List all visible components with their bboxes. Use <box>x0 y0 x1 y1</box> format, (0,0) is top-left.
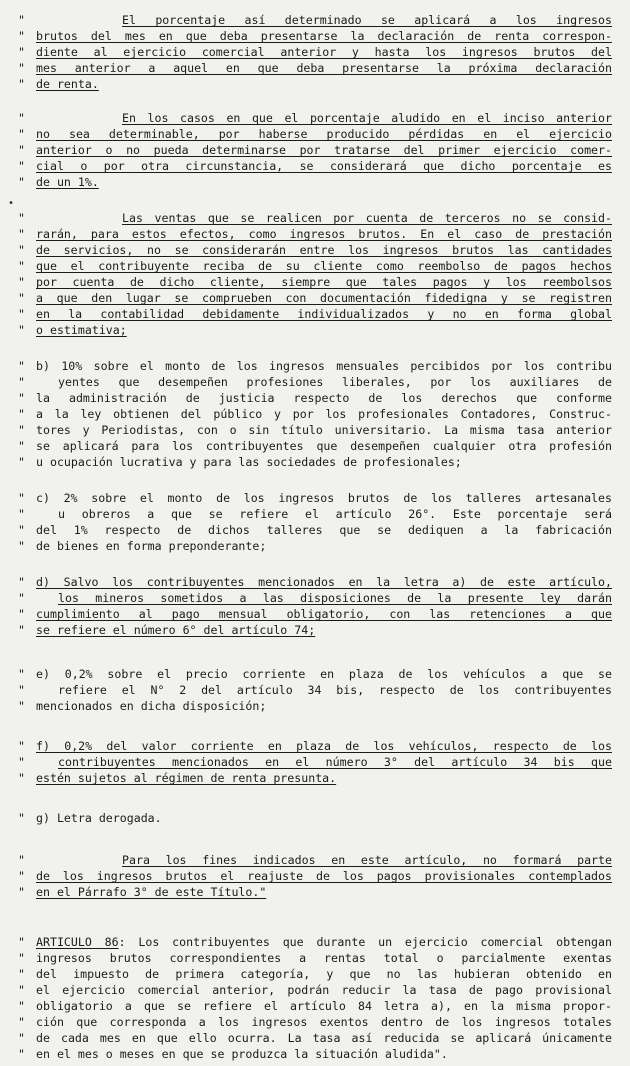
line-text: que el contribuyente reciba de su cliente como reembolso de pagos hechos <box>36 259 612 273</box>
quote-mark: " <box>18 259 25 273</box>
line-text: e) 0,2% sobre el precio corriente en plaza de los vehículos a que se <box>36 667 612 681</box>
line-text: f) 0,2% del valor corriente en plaza de los vehículos, respecto de los <box>36 739 612 753</box>
paragraph-p6 <box>0 574 630 638</box>
paragraph-p3 <box>0 210 630 338</box>
quote-mark: " <box>18 667 25 681</box>
line-text: contribuyentes mencionados en el número 3° del artículo 34 bis que <box>58 755 612 769</box>
quote-mark: " <box>18 227 25 241</box>
quote-mark: " <box>18 307 25 321</box>
line-text: tores y Periodistas, con o sin título universitario. La misma tasa anterior <box>36 423 612 437</box>
quote-mark: " <box>18 175 25 189</box>
text-line <box>0 934 630 950</box>
text-line <box>0 242 630 258</box>
line-text: u obreros a que se refiere el artículo 26°. Este porcentaje será <box>58 507 612 521</box>
quote-mark: " <box>18 683 25 697</box>
line-text: yentes que desempeñen profesiones liberales, por los auxiliares de <box>58 375 612 389</box>
quote-mark: " <box>18 61 25 75</box>
line-text: del 1% respecto de dichos talleres que se dediquen a la fabricación <box>36 523 612 537</box>
text-line <box>0 454 630 470</box>
text-line <box>0 868 630 884</box>
line-text: b) 10% sobre el monto de los ingresos mensuales percibidos por los contribu <box>36 359 612 373</box>
text-line <box>0 754 630 770</box>
paragraph-p5 <box>0 490 630 554</box>
quote-mark: " <box>18 1015 25 1029</box>
quote-mark: " <box>18 885 25 899</box>
text-line <box>0 60 630 76</box>
line-text: en la contabilidad debidamente individualizados y no en forma global <box>36 307 612 321</box>
text-line <box>0 28 630 44</box>
text-line <box>0 810 630 826</box>
text-line <box>0 998 630 1014</box>
text-line <box>0 274 630 290</box>
line-text: de bienes en forma preponderante; <box>36 539 267 553</box>
line-text: de cada mes en que ello ocurra. La tasa así reducida se aplicará únicamente <box>36 1031 612 1045</box>
text-line <box>0 698 630 714</box>
quote-mark: " <box>18 127 25 141</box>
line-text: diente al ejercicio comercial anterior y hasta los ingresos brutos del <box>36 45 612 59</box>
text-line <box>0 12 630 28</box>
line-text: los mineros sometidos a las disposiciones de la presente ley darán <box>58 591 612 605</box>
quote-mark: " <box>18 699 25 713</box>
text-line <box>0 110 630 126</box>
line-text: En los casos en que el porcentaje aludido en el inciso anterior <box>122 111 612 125</box>
quote-mark: " <box>18 811 25 825</box>
margin-dot: • <box>8 198 15 209</box>
text-line <box>0 538 630 554</box>
line-text: El porcentaje así determinado se aplicará a los ingresos <box>122 13 612 27</box>
text-line <box>0 1030 630 1046</box>
text-line <box>0 374 630 390</box>
line-text: obligatorio a que se refiere el artículo 84 letra a), en la misma propor- <box>36 999 612 1013</box>
text-line <box>0 390 630 406</box>
line-text: ingresos brutos correspondientes a rentas total o parcialmente exentas <box>36 951 612 965</box>
text-line <box>0 622 630 638</box>
quote-mark: " <box>18 13 25 27</box>
quote-mark: " <box>18 455 25 469</box>
text-line <box>0 406 630 422</box>
text-line <box>0 438 630 454</box>
line-text: mencionados en dicha disposición; <box>36 699 267 713</box>
quote-mark: " <box>18 323 25 337</box>
line-text: en el mes o meses en que se produzca la situación aludida". <box>36 1047 448 1061</box>
quote-mark: " <box>18 211 25 225</box>
line-text: a que den lugar se comprueben con documentación fidedigna y se registren <box>36 291 612 305</box>
line-text: del impuesto de primera categoría, y que no las hubieran obtenido en <box>36 967 612 981</box>
line-text <box>36 934 612 950</box>
line-text: no sea determinable, por haberse producido pérdidas en el ejercicio <box>36 127 612 141</box>
line-text: se refiere el número 6° del artículo 74; <box>36 623 316 637</box>
quote-mark: " <box>18 375 25 389</box>
quote-mark: " <box>18 1047 25 1061</box>
line-text: c) 2% sobre el monto de los ingresos brutos de los talleres artesanales <box>36 491 612 505</box>
text-line <box>0 606 630 622</box>
quote-mark: " <box>18 607 25 621</box>
quote-mark: " <box>18 951 25 965</box>
quote-mark: " <box>18 771 25 785</box>
quote-mark: " <box>18 77 25 91</box>
text-line <box>0 44 630 60</box>
text-line <box>0 682 630 698</box>
text-line <box>0 174 630 190</box>
line-text: anterior o no pueda determinarse por tratarse del primer ejercicio comer- <box>36 143 612 157</box>
paragraph-p2 <box>0 110 630 190</box>
text-line <box>0 158 630 174</box>
text-line <box>0 210 630 226</box>
text-line <box>0 574 630 590</box>
line-text: se aplicará para los contribuyentes que desempeñen cualquier otra profesión <box>36 439 612 453</box>
quote-mark: " <box>18 739 25 753</box>
line-text: Para los fines indicados en este artículo, no formará parte <box>122 853 612 867</box>
line-text: estén sujetos al régimen de renta presunta. <box>36 771 337 785</box>
article-text: : Los contribuyentes que durante un ejercicio comercial obtengan <box>118 935 612 949</box>
line-text: refiere el N° 2 del artículo 34 bis, respecto de los contribuyentes <box>58 683 612 697</box>
paragraph-p4 <box>0 358 630 470</box>
text-line <box>0 126 630 142</box>
text-line <box>0 982 630 998</box>
line-text: o estimativa; <box>36 323 127 337</box>
quote-mark: " <box>18 391 25 405</box>
quote-mark: " <box>18 111 25 125</box>
quote-mark: " <box>18 45 25 59</box>
quote-mark: " <box>18 407 25 421</box>
text-line <box>0 358 630 374</box>
text-line <box>0 1014 630 1030</box>
line-text: de un 1%. <box>36 175 99 189</box>
quote-mark: " <box>18 291 25 305</box>
quote-mark: " <box>18 967 25 981</box>
text-line <box>0 142 630 158</box>
quote-mark: " <box>18 755 25 769</box>
text-line <box>0 290 630 306</box>
text-line <box>0 950 630 966</box>
quote-mark: " <box>18 359 25 373</box>
text-line <box>0 490 630 506</box>
quote-mark: " <box>18 853 25 867</box>
text-line <box>0 770 630 786</box>
line-text: en el Párrafo 3° de este Título." <box>36 885 267 899</box>
line-text: a la ley obtienen del público y por los profesionales Contadores, Construc- <box>36 407 612 421</box>
line-text: de servicios, no se considerarán entre los ingresos brutos las cantidades <box>36 243 612 257</box>
line-text: u ocupación lucrativa y para las sociedades de profesionales; <box>36 455 462 469</box>
quote-mark: " <box>18 491 25 505</box>
text-line <box>0 738 630 754</box>
text-line <box>0 852 630 868</box>
text-line <box>0 522 630 538</box>
paragraph-p9 <box>0 810 630 826</box>
quote-mark: " <box>18 423 25 437</box>
line-text: de los ingresos brutos el reajuste de los pagos provisionales contemplados <box>36 869 612 883</box>
paragraph-p8 <box>0 738 630 786</box>
article-heading: ARTICULO 86 <box>36 935 119 949</box>
quote-mark: " <box>18 243 25 257</box>
quote-mark: " <box>18 869 25 883</box>
text-line <box>0 76 630 92</box>
quote-mark: " <box>18 539 25 553</box>
quote-mark: " <box>18 439 25 453</box>
text-line <box>0 422 630 438</box>
quote-mark: " <box>18 159 25 173</box>
quote-mark: " <box>18 623 25 637</box>
text-line <box>0 966 630 982</box>
text-line <box>0 258 630 274</box>
paragraph-p7 <box>0 666 630 714</box>
line-text: ción que corresponda a los ingresos exentos dentro de los ingresos totales <box>36 1015 612 1029</box>
text-line <box>0 590 630 606</box>
line-text: de renta. <box>36 77 99 91</box>
line-text: mes anterior a aquel en que deba presentarse la próxima declaración <box>36 61 612 75</box>
line-text: el ejercicio comercial anterior, podrán reducir la tasa de pago provisional <box>36 983 612 997</box>
text-line <box>0 666 630 682</box>
quote-mark: " <box>18 1031 25 1045</box>
line-text: por cuenta de dicho cliente, siempre que tales pagos y los reembolsos <box>36 275 612 289</box>
text-line <box>0 306 630 322</box>
quote-mark: " <box>18 575 25 589</box>
text-line <box>0 884 630 900</box>
quote-mark: " <box>18 935 25 949</box>
text-line <box>0 1046 630 1062</box>
text-line <box>0 322 630 338</box>
quote-mark: " <box>18 523 25 537</box>
paragraph-p10 <box>0 852 630 900</box>
text-line <box>0 506 630 522</box>
quote-mark: " <box>18 591 25 605</box>
quote-mark: " <box>18 999 25 1013</box>
paragraph-p1 <box>0 12 630 92</box>
quote-mark: " <box>18 143 25 157</box>
quote-mark: " <box>18 507 25 521</box>
line-text: brutos del mes en que deba presentarse la declaración de renta correspon- <box>36 29 612 43</box>
line-text: d) Salvo los contribuyentes mencionados en la letra a) de este artículo, <box>36 575 612 589</box>
paragraph-p11 <box>0 934 630 1062</box>
quote-mark: " <box>18 275 25 289</box>
line-text: Las ventas que se realicen por cuenta de terceros no se consid- <box>122 211 612 225</box>
text-line <box>0 226 630 242</box>
quote-mark: " <box>18 983 25 997</box>
line-text: rarán, para estos efectos, como ingresos brutos. En el caso de prestación <box>36 227 612 241</box>
quote-mark: " <box>18 29 25 43</box>
line-text: cial o por otra circunstancia, se considerará que dicho porcentaje es <box>36 159 612 173</box>
line-text: cumplimiento al pago mensual obligatorio, con las retenciones a que <box>36 607 612 621</box>
line-text: g) Letra derogada. <box>36 811 162 825</box>
line-text: la administración de justicia respecto de los derechos que conforme <box>36 391 612 405</box>
